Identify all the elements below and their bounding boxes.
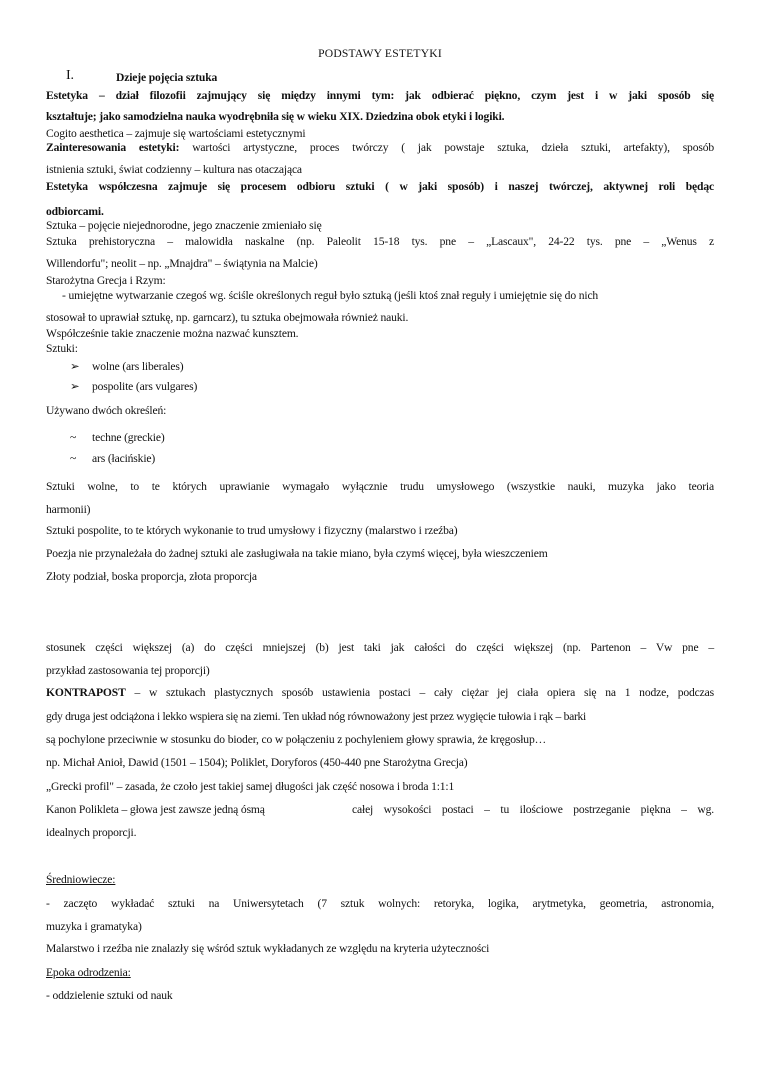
paragraph-line: Sztuki: — [46, 342, 78, 355]
paragraph-line: Sztuka – pojęcie niejednorodne, jego znaczenie zmieniało się — [46, 219, 322, 232]
list-item-label: ars (łacińskie) — [92, 452, 156, 465]
paragraph-line: Złoty podział, boska proporcja, złota proporcja — [46, 570, 257, 583]
paragraph-line: Współcześnie takie znaczenie można nazwać kunsztem. — [46, 327, 299, 340]
text-span: – w sztukach plastycznych sposób ustawienia postaci – cały ciężar jej ciała opiera się na 1 nodze, podczas — [125, 686, 714, 699]
paragraph-line: stosunek części większej (a) do części mniejszej (b) jest taki jak całości do części większej (np. Partenon – Vw pne – — [46, 641, 714, 654]
arrow-bullet-icon: ➢ — [70, 360, 80, 373]
paragraph-line: Estetyka – dział filozofii zajmujący się między innymi tym: jak odbierać piękno, czym jest i w jaki sposób się — [46, 89, 714, 102]
paragraph-line: - zaczęto wykładać sztuki na Uniwersytetach (7 sztuk wolnych: retoryka, logika, arytmetyka, geometria, astronomia, — [46, 897, 714, 910]
list-item-label: pospolite (ars vulgares) — [92, 380, 198, 393]
arrow-bullet-icon: ➢ — [70, 380, 80, 393]
section-numeral: I. — [66, 68, 74, 83]
paragraph-line: Używano dwóch określeń: — [46, 404, 167, 417]
section-heading-renaissance: Epoka odrodzenia: — [46, 966, 131, 979]
paragraph-line: całej wysokości postaci – tu ilościowe postrzeganie piękna – wg. — [352, 803, 714, 816]
paragraph-line: Sztuka prehistoryczna – malowidła naskalne (np. Paleolit 15-18 tys. pne – „Lascaux", 24-22 tys. pne – „Wenus z — [46, 235, 714, 248]
bold-term: KONTRAPOST — [46, 686, 126, 699]
list-item — [70, 452, 155, 466]
tilde-bullet-icon: ~ — [70, 452, 77, 465]
list-item — [70, 360, 184, 374]
list-item — [70, 431, 165, 445]
paragraph-line: Sztuki pospolite, to te których wykonanie to trud umysłowy i fizyczny (malarstwo i rzeźba) — [46, 524, 458, 537]
paragraph-line: Malarstwo i rzeźba nie znalazły się wśród sztuk wykładanych ze względu na kryteria użyteczności — [46, 942, 490, 955]
paragraph-line: - oddzielenie sztuki od nauk — [46, 989, 173, 1002]
tilde-bullet-icon: ~ — [70, 431, 77, 444]
paragraph-line: „Grecki profil" – zasada, że czoło jest takiej samej długości jak część nosowa i broda 1:1:1 — [46, 780, 455, 793]
bold-term: Zainteresowania estetyki: — [46, 141, 180, 154]
paragraph-line: np. Michał Anioł, Dawid (1501 – 1504); Poliklet, Doryforos (450-440 pne Starożytna Grecja) — [46, 756, 468, 769]
paragraph-line: Willendorfu"; neolit – np. „Mnajdra" – świątynia na Malcie) — [46, 257, 318, 270]
paragraph-line: - umiejętne wytwarzanie czegoś wg. ściśle określonych reguł było sztuką (jeśli ktoś znał reguły i umiejętnie się do nich — [62, 289, 599, 302]
paragraph-line: Starożytna Grecja i Rzym: — [46, 274, 166, 287]
section-heading-medieval: Średniowiecze: — [46, 873, 116, 886]
paragraph-line: Estetyka współczesna zajmuje się procesem odbioru sztuki ( w jaki sposób) i naszej twórczej, aktywnej roli będąc — [46, 180, 714, 193]
list-item — [70, 380, 197, 394]
paragraph-line: odbiorcami. — [46, 205, 104, 218]
list-item-label: techne (greckie) — [92, 431, 165, 444]
section-heading: Dzieje pojęcia sztuka — [116, 71, 218, 84]
paragraph-line: Sztuki wolne, to te których uprawianie wymagało wyłącznie trudu umysłowego (wszystkie nauki, muzyka jako teoria — [46, 480, 714, 493]
paragraph-line: są pochylone przeciwnie w stosunku do bioder, co w połączeniu z pochyleniem głowy sprawia, że kręgosłup… — [46, 733, 547, 746]
paragraph-line: gdy druga jest odciążona i lekko wspiera się na ziemi. Ten układ nóg równoważony jest przez wygięcie tułowia i rąk – barki — [46, 710, 586, 723]
paragraph-line — [46, 686, 714, 700]
paragraph-line: kształtuje; jako samodzielna nauka wyodrębniła się w wieku XIX. Dziedzina obok etyki i logiki. — [46, 110, 505, 123]
paragraph-line: idealnych proporcji. — [46, 826, 137, 839]
paragraph-line: muzyka i gramatyka) — [46, 920, 142, 933]
paragraph-line: przykład zastosowania tej proporcji) — [46, 664, 210, 677]
paragraph-line: harmonii) — [46, 503, 91, 516]
paragraph-line: Cogito aesthetica – zajmuje się wartościami estetycznymi — [46, 127, 306, 140]
list-item-label: wolne (ars liberales) — [92, 360, 184, 373]
document-title: PODSTAWY ESTETYKI — [318, 47, 442, 60]
paragraph-line: Kanon Polikleta – głowa jest zawsze jedną ósmą — [46, 803, 265, 816]
paragraph-line: stosował to uprawiał sztukę, np. garncarz), tu sztuka obejmowała również nauki. — [46, 311, 409, 324]
paragraph-line: Poezja nie przynależała do żadnej sztuki ale zasługiwała na takie miano, była czymś więcej, była wieszczeniem — [46, 547, 548, 560]
text-span: wartości artystyczne, proces twórczy ( jak powstaje sztuka, dzieła sztuki, artefakty), sposób — [179, 141, 715, 154]
paragraph-line: istnienia sztuki, świat codzienny – kultura nas otaczająca — [46, 163, 302, 176]
paragraph-line — [46, 141, 714, 155]
